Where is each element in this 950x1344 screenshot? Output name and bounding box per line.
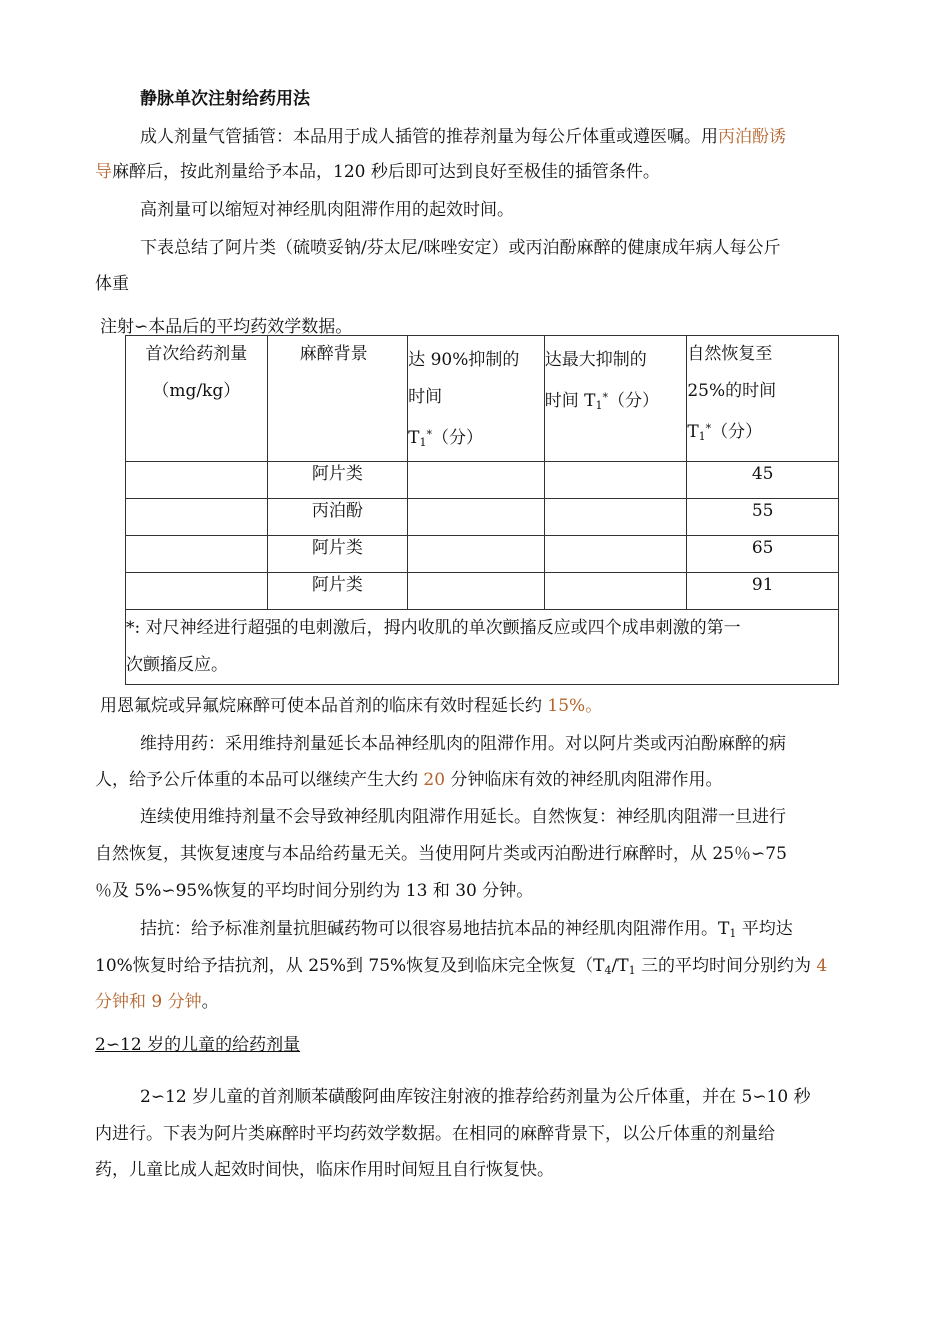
table-row — [126, 462, 839, 499]
footnote-line: *: 对尺神经进行超强的电刺激后，拇内收肌的单次颤搐反应或四个成串刺激的第一 — [126, 618, 741, 638]
paragraph-recovery-line3: ％及 5%∽95%恢复的平均时间分别约为 13 和 30 分钟。 — [95, 881, 534, 901]
text-run: 。 — [201, 992, 219, 1012]
header-text — [545, 379, 687, 424]
paragraph-children-line2: 内进行。下表为阿片类麻醉时平均药效学数据。在相同的麻醉背景下，以公斤体重的剂量给 — [95, 1124, 775, 1144]
cell-time-max — [544, 499, 687, 536]
cell-dose — [126, 573, 268, 610]
paragraph-antagonism-line3 — [95, 991, 219, 1013]
highlight-15-percent: 15%。 — [547, 696, 603, 716]
cell-time-max — [544, 536, 687, 573]
table-row — [126, 499, 839, 536]
header-time-90 — [408, 336, 545, 462]
header-text: （mg/kg） — [152, 381, 241, 401]
text-run: 麻醉后，按此剂量给予本品，120 秒后即可达到良好至极佳的插管条件。 — [112, 162, 660, 182]
t-symbol: T — [408, 428, 420, 448]
text-run: 三的平均时间分别约为 — [635, 956, 817, 976]
paragraph-adult-dose-line1 — [140, 126, 786, 148]
header-initial-dose — [126, 336, 268, 462]
cell-recovery: 55 — [687, 499, 839, 536]
cell-time-max — [544, 573, 687, 610]
unit: （分） — [607, 391, 659, 411]
highlight-4: 4 — [816, 956, 828, 976]
cell-background: 丙泊酚 — [267, 499, 408, 536]
subscript: 1 — [419, 436, 427, 449]
paragraph-children-line3: 药，儿童比成人起效时间快，临床作用时间短且自行恢复快。 — [95, 1160, 554, 1180]
section-title: 静脉单次注射给药用法 — [140, 89, 310, 109]
paragraph-children-line1: 2∽12 岁儿童的首剂顺苯磺酸阿曲库铵注射液的推荐给药剂量为公斤体重，并在 5∽10 秒 — [140, 1087, 811, 1107]
paragraph-table-intro-line1: 下表总结了阿片类（硫喷妥钠/芬太尼/咪唑安定）或丙泊酚麻醉的健康成年病人每公斤 — [140, 238, 781, 258]
footnote-line: 次颤搐反应。 — [126, 655, 228, 675]
table-row — [126, 536, 839, 573]
table-row — [126, 573, 839, 610]
text-run: 10%恢复时给予拮抗剂，从 25%到 75%恢复及到临床完全恢复（T — [95, 956, 605, 976]
subscript: 1 — [729, 927, 737, 940]
subscript: 1 — [628, 964, 636, 977]
cell-recovery: 91 — [687, 573, 839, 610]
superscript: * — [705, 422, 712, 435]
t-symbol: T — [687, 422, 699, 442]
table-header-row — [126, 336, 839, 462]
header-anesthesia-background — [267, 336, 408, 462]
cell-dose — [126, 536, 268, 573]
pharmacodynamic-table — [125, 335, 839, 685]
unit: （分） — [432, 428, 484, 448]
text-run: 成人剂量气管插管：本品用于成人插管的推荐剂量为每公斤体重或遵医嘱。用 — [140, 127, 718, 147]
cell-time-90 — [408, 499, 545, 536]
header-text: 自然恢复至 — [687, 344, 773, 364]
highlight-propofol: 丙泊酚诱 — [718, 127, 786, 147]
header-recovery-25 — [687, 336, 839, 462]
text-run: 分钟临床有效的神经肌肉阻滞作用。 — [445, 770, 723, 790]
paragraph-maintenance-line2 — [95, 769, 722, 791]
text-run: 人，给予公斤体重的本品可以继续产生大约 — [95, 770, 424, 790]
paragraph-high-dose: 高剂量可以缩短对神经肌肉阻滞作用的起效时间。 — [140, 200, 514, 220]
header-text: 时间 — [408, 387, 443, 407]
paragraph-antagonism-line2 — [95, 955, 827, 982]
highlight-20: 20 — [423, 770, 446, 790]
highlight-induction: 导 — [95, 162, 112, 182]
text-run: /T — [611, 956, 629, 976]
header-time-max — [544, 336, 687, 462]
paragraph-adult-dose-line2 — [95, 161, 660, 183]
cell-time-90 — [408, 573, 545, 610]
paragraph-enflurane — [100, 695, 602, 717]
table-footnote-row — [126, 610, 839, 685]
header-text — [687, 410, 838, 455]
cell-time-max — [544, 462, 687, 499]
cell-dose — [126, 499, 268, 536]
header-text: 达最大抑制的 — [544, 350, 647, 370]
table-caption: 注射∽本品后的平均药效学数据。 — [100, 317, 353, 337]
highlight-minutes: 分钟和 9 分钟 — [95, 992, 202, 1012]
header-text: 25%的时间 — [687, 381, 777, 401]
paragraph-maintenance-line1: 维持用药：采用维持剂量延长本品神经肌肉的阻滞作用。对以阿片类或丙泊酚麻醉的病 — [140, 734, 786, 754]
subscript: 1 — [698, 430, 706, 443]
header-text: 麻醉背景 — [299, 344, 368, 364]
superscript: * — [426, 428, 433, 441]
header-text: 达 90%抑制的 — [408, 350, 520, 370]
table-footnote — [126, 610, 839, 685]
subtitle-children-dose: 2∽12 岁的儿童的给药剂量 — [95, 1035, 301, 1055]
cell-recovery: 45 — [687, 462, 839, 499]
subscript: 1 — [595, 399, 603, 412]
cell-background: 阿片类 — [267, 573, 408, 610]
cell-recovery: 65 — [687, 536, 839, 573]
subscript: 4 — [604, 964, 612, 977]
paragraph-recovery-line1: 连续使用维持剂量不会导致神经肌肉阻滞作用延长。自然恢复：神经肌肉阻滞一旦进行 — [140, 807, 786, 827]
cell-time-90 — [408, 536, 545, 573]
text-run: 拮抗：给予标准剂量抗胆碱药物可以很容易地拮抗本品的神经肌肉阻滞作用。T — [140, 919, 730, 939]
header-text: 首次给药剂量 — [145, 344, 248, 364]
paragraph-table-intro-line2: 体重 — [95, 274, 129, 294]
t-symbol: 时间 T — [544, 391, 596, 411]
unit: （分） — [711, 422, 763, 442]
superscript: * — [602, 391, 608, 404]
cell-dose — [126, 462, 268, 499]
header-text — [408, 416, 544, 461]
text-run: 平均达 — [736, 919, 793, 939]
text-run: 用恩氟烷或异氟烷麻醉可使本品首剂的临床有效时程延长约 — [100, 696, 548, 716]
cell-background: 阿片类 — [267, 462, 408, 499]
cell-background: 阿片类 — [267, 536, 408, 573]
cell-time-90 — [408, 462, 545, 499]
paragraph-recovery-line2: 自然恢复，其恢复速度与本品给药量无关。当使用阿片类或丙泊酚进行麻醉时，从 25％∽75 — [95, 844, 787, 864]
paragraph-antagonism-line1 — [140, 918, 793, 945]
